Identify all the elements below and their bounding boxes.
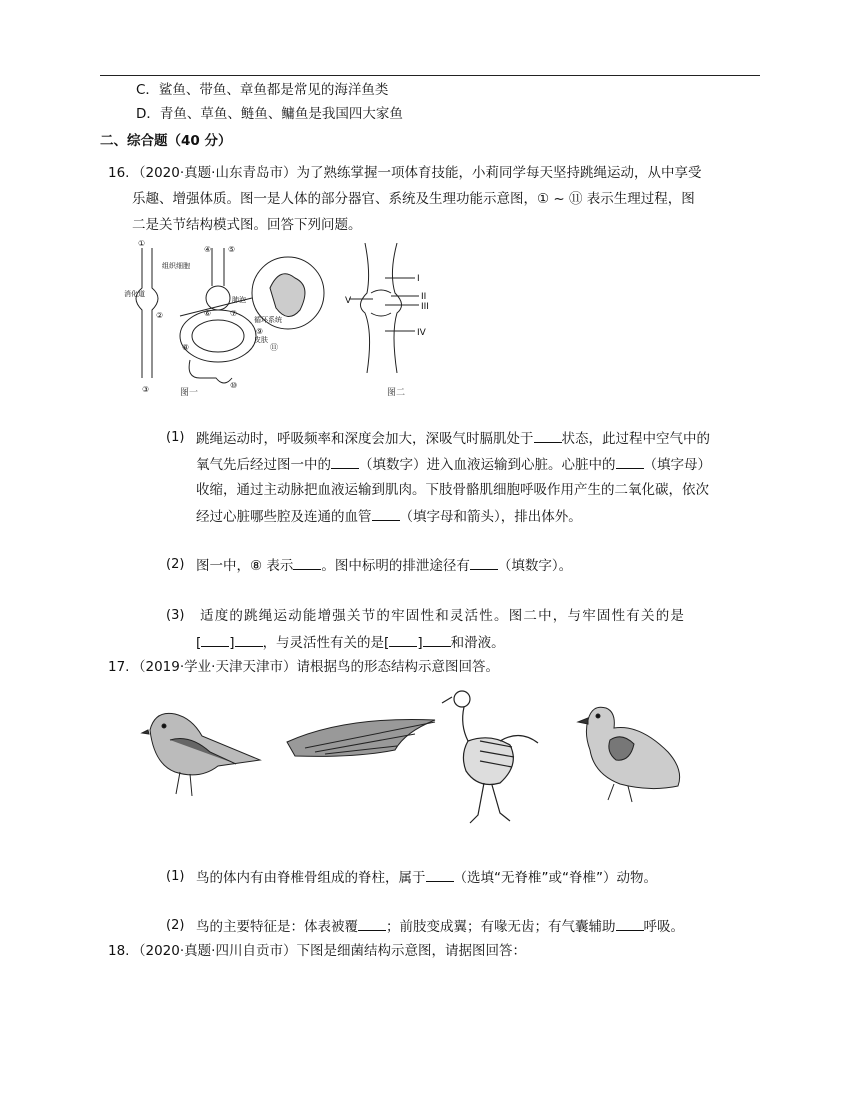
fig1-label-3: ③ xyxy=(142,385,150,394)
q18-line1: （2020·真题·四川自贡市）下图是细菌结构示意图，请据图回答： xyxy=(132,943,526,959)
fig2-label-IV: IV xyxy=(417,328,426,338)
q17-sub2-number: (2) xyxy=(166,918,185,933)
blank[interactable] xyxy=(331,454,359,469)
q16-line2: 乐趣、增强体质。图一是人体的部分器官、系统及生理功能示意图，① ~ ⑪ 表示生理过程，图 xyxy=(132,191,695,207)
q16-line3: 二是关节结构模式图。回答下列问题。 xyxy=(132,217,362,233)
q17-sub2-line: 鸟的主要特征是：体表被覆 ；前肢变成翼；有喙无齿；有气囊辅助 呼吸。 xyxy=(196,916,684,937)
q16-number: 16. xyxy=(108,165,130,181)
blank[interactable] xyxy=(470,555,498,570)
bird-sparrow-figure xyxy=(140,700,265,800)
fig1-alveoli-label: 肺泡 xyxy=(232,296,246,304)
fig1-label-2: ② xyxy=(156,311,164,320)
q17-number: 17. xyxy=(108,659,130,675)
figure-2-joint xyxy=(345,243,450,373)
q16-sub1-line4: 经过心脏哪些腔及连通的血管 （填字母和箭头），排出体外。 xyxy=(196,506,582,527)
bird-internal-figure xyxy=(570,700,690,805)
q16-sub3-line2: [ ] ，与灵活性有关的是[ ] 和滑液。 xyxy=(196,632,505,653)
fig1-label-8: ⑧ xyxy=(182,343,190,352)
q16-sub3-number: (3) xyxy=(166,608,185,623)
fig1-skin-label: 皮肤 xyxy=(254,336,268,344)
header-rule xyxy=(100,75,760,76)
bird-wing-figure xyxy=(285,712,440,782)
q16-sub1-line2: 氧气先后经过图一中的 （填数字）进入血液运输到心脏。心脏中的 （填字母） xyxy=(196,454,711,475)
bird-skeleton-figure xyxy=(440,685,540,830)
blank[interactable] xyxy=(616,916,644,931)
fig1-label-11: ⑪ xyxy=(270,343,278,352)
q16-sub1-line1: 跳绳运动时，呼吸频率和深度会加大，深吸气时膈肌处于 状态，此过程中空气中的 xyxy=(196,428,710,449)
blank[interactable] xyxy=(426,867,454,882)
q17-sub1-number: (1) xyxy=(166,869,185,884)
blank[interactable] xyxy=(293,555,321,570)
fig1-label-1: ① xyxy=(138,239,146,248)
q16-sub3-line1: 适度的跳绳运动能增强关节的牢固性和灵活性。图二中，与牢固性有关的是 xyxy=(200,608,686,624)
q16-sub1-line3: 收缩，通过主动脉把血液运输到肌肉。下肢骨骼肌细胞呼吸作用产生的二氧化碳，依次 xyxy=(196,482,709,498)
q16-sub1-number: (1) xyxy=(166,430,185,445)
fig1-digestive-label: 消化道 xyxy=(124,290,145,298)
blank[interactable] xyxy=(235,632,263,647)
q16-sub2-line: 图一中，⑧ 表示 。图中标明的排泄途径有 （填数字）。 xyxy=(196,555,572,576)
fig1-label-5: ⑤ xyxy=(228,245,236,254)
q17-line1: （2019·学业·天津天津市）请根据鸟的形态结构示意图回答。 xyxy=(132,659,499,675)
fig2-label-I: I xyxy=(417,274,420,284)
q16-sub2-number: (2) xyxy=(166,557,185,572)
fig2-label-V: V xyxy=(345,296,352,306)
fig2-caption: 图二 xyxy=(387,388,406,398)
blank[interactable] xyxy=(423,632,451,647)
option-d: D．青鱼、草鱼、鲢鱼、鳙鱼是我国四大家鱼 xyxy=(136,106,403,122)
fig1-label-6: ⑥ xyxy=(204,309,212,318)
blank[interactable] xyxy=(372,506,400,521)
option-c: C．鲨鱼、带鱼、章鱼都是常见的海洋鱼类 xyxy=(136,82,389,98)
fig1-label-10: ⑩ xyxy=(230,381,238,390)
blank[interactable] xyxy=(358,916,386,931)
blank[interactable] xyxy=(616,454,644,469)
fig1-label-7: ⑦ xyxy=(230,309,238,318)
fig1-tissue-label: 组织细胞 xyxy=(162,262,190,270)
fig1-circulation-label: 循环系统 xyxy=(254,316,282,324)
figure-1-body-systems xyxy=(120,238,335,398)
fig1-caption: 图一 xyxy=(180,388,199,398)
blank[interactable] xyxy=(389,632,417,647)
fig1-label-4: ④ xyxy=(204,245,212,254)
section-title: 二、综合题（40 分） xyxy=(100,133,232,149)
blank[interactable] xyxy=(534,428,562,443)
q16-line1: （2020·真题·山东青岛市）为了熟练掌握一项体育技能，小莉同学每天坚持跳绳运动，从中享受 xyxy=(132,165,702,181)
q17-sub1-line: 鸟的体内有由脊椎骨组成的脊柱，属于 （选填“无脊椎”或“脊椎”）动物。 xyxy=(196,867,657,888)
q18-number: 18. xyxy=(108,943,130,959)
blank[interactable] xyxy=(201,632,229,647)
fig2-label-II: II xyxy=(421,292,427,302)
fig2-label-III: III xyxy=(421,302,429,312)
fig1-label-9: ⑨ xyxy=(256,327,264,336)
